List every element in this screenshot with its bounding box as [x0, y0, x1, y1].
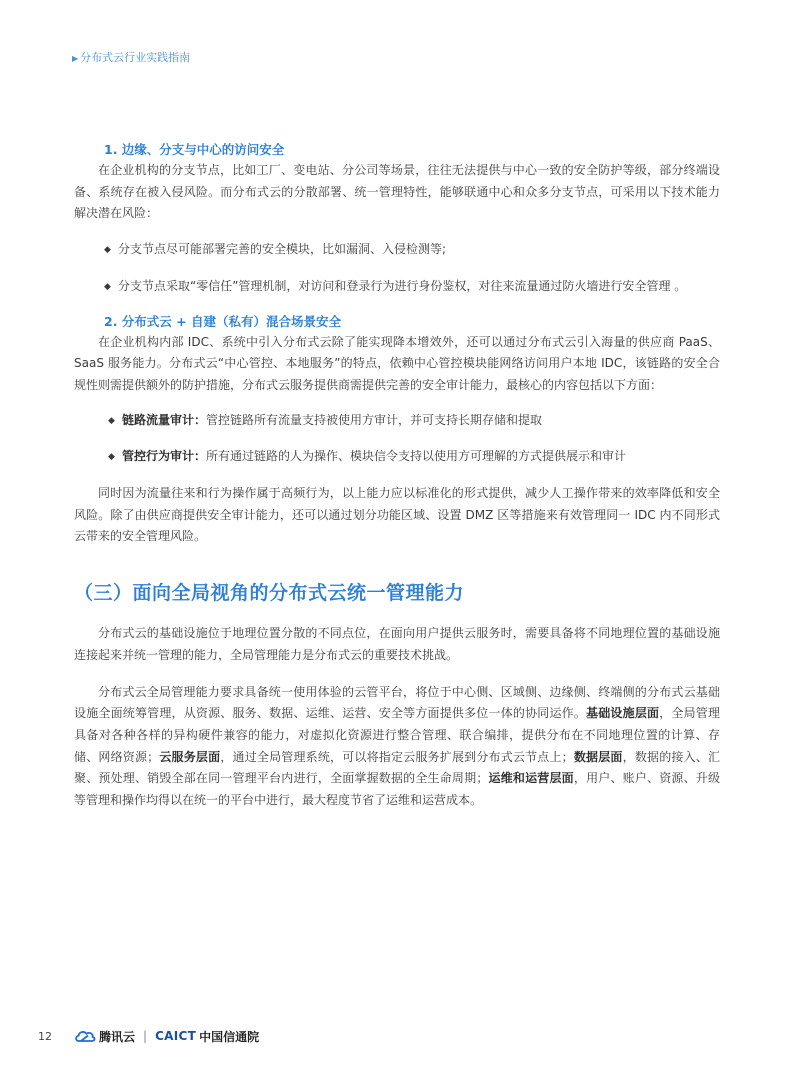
- diamond-bullet-icon: ◆: [104, 245, 111, 256]
- emphasis-cloud-service: 云服务层面: [159, 749, 221, 764]
- section-3-paragraph-1: 分布式云的基础设施位于地理位置分散的不同点位，在面向用户提供云服务时，需要具备将不同地理位置的基础设施连接起来并统一管理的能力，全局管理能力是分布式云的重要技术挑战。: [74, 626, 720, 662]
- diamond-bullet-icon: ◆: [108, 415, 115, 426]
- list-item-text: 分支节点采取“零信任”管理机制，对访问和登录行为进行身份鉴权，对往来流量通过防火墙进行安全管理 。: [118, 278, 687, 293]
- footer-separator: |: [143, 1029, 148, 1043]
- list-item-label: 链路流量审计：: [122, 412, 207, 427]
- emphasis-ops: 运维和运营层面: [488, 771, 574, 786]
- diamond-bullet-icon: ◆: [108, 452, 115, 463]
- subsection-1-heading: 1. 边缘、分支与中心的访问安全: [104, 142, 285, 157]
- triangle-right-icon: ▶: [72, 54, 79, 63]
- subsection-2-heading: 2. 分布式云 + 自建（私有）混合场景安全: [104, 313, 341, 329]
- list-item-label: 管控行为审计：: [122, 449, 207, 464]
- page-content: [74, 140, 720, 812]
- section-3-title: （三）面向全局视角的分布式云统一管理能力: [74, 582, 465, 605]
- subsection-2-outro: 同时因为流量往来和行为操作属于高频行为，以上能力应以标准化的形式提供，减少人工操作带来的效率降低和安全风险。除了由供应商提供安全审计能力，还可以通过划分功能区域、设置 DMZ 区等措施来有效管理同一 IDC 内不同形式云带来的安全管理风险。: [74, 486, 720, 544]
- list-item: [74, 446, 720, 469]
- running-header: [72, 49, 190, 65]
- tencent-cloud-logo-icon: [74, 1029, 96, 1043]
- list-item: [74, 410, 720, 433]
- caict-logo-text: CAICT: [155, 1029, 197, 1043]
- tencent-cloud-name: 腾讯云: [99, 1029, 136, 1044]
- list-item-text: 所有通过链路的人为操作、模块信令支持以使用方可理解的方式提供展示和审计: [206, 449, 627, 464]
- subsection-1-intro: 在企业机构的分支节点，比如工厂、变电站、分公司等场景，往往无法提供与中心一致的安全防护等级，部分终端设备、系统存在被入侵风险。而分布式云的分散部署、统一管理特性，能够联通中心和众多分支节点，可采用以下技术能力解决潜在风险：: [74, 163, 720, 221]
- emphasis-data: 数据层面: [573, 749, 623, 764]
- section-3-paragraph-2: 分布式云全局管理能力要求具备统一使用体验的云管平台，将位于中心侧、区域侧、边缘侧、终端侧的分布式云基础设施全面统筹管理，从资源、服务、数据、运维、运营、安全等方面提供多位一体的协同运作。基础设施层面，全局管理具备对各种各样的异构硬件兼容的能力，对虚拟化资源进行整合管理、联合编排，提供分布在不同地理位置的计算、存储、网络资源；云服务层面，通过全局管理系统，可以将指定云服务扩展到分布式云节点上；数据层面，数据的接入、汇聚、预处理、销毁全部在同一管理平台内进行，全面掌握数据的全生命周期；运维和运营层面，用户、账户、资源、升级等管理和操作均得以在统一的平台中进行，最大程度节省了运维和运营成本。: [74, 684, 720, 808]
- list-item-text: 管控链路所有流量支持被使用方审计，并可支持长期存储和提取: [206, 412, 543, 427]
- page-number: 12: [38, 1029, 52, 1043]
- list-item: [74, 239, 720, 262]
- page-footer: [38, 1025, 259, 1047]
- tencent-cloud-logo: [74, 1028, 135, 1045]
- caict-chinese-name: 中国信通院: [199, 1029, 260, 1044]
- running-header-text: 分布式云行业实践指南: [80, 51, 191, 64]
- diamond-bullet-icon: ◆: [104, 281, 111, 292]
- subsection-2-intro: 在企业机构内部 IDC、系统中引入分布式云除了能实现降本增效外，还可以通过分布式云引入海量的供应商 PaaS、SaaS 服务能力。分布式云“中心管控、本地服务”的特点，依赖中心管控模块能网络访问用户本地 IDC，该链路的安全合规性则需提供额外的防护措施，分布式云服务提供商需提供完善的安全审计能力，最核心的内容包括以下方面：: [74, 334, 720, 392]
- list-item-text: 分支节点尽可能部署完善的安全模块，比如漏洞、入侵检测等;: [118, 242, 447, 257]
- list-item: [74, 276, 720, 299]
- emphasis-infrastructure: 基础设施层面: [586, 706, 660, 721]
